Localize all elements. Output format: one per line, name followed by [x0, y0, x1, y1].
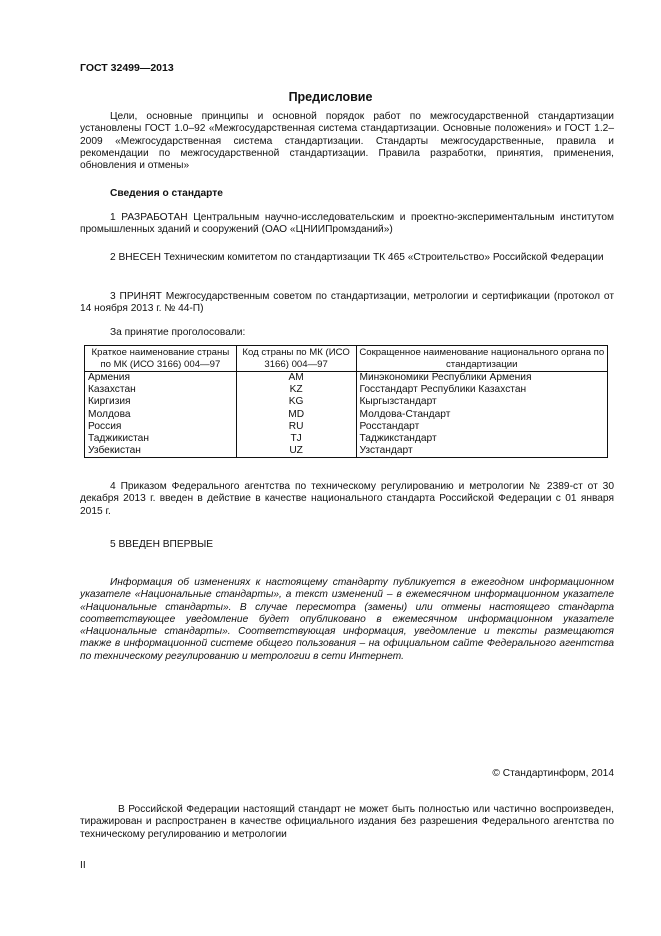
intro-text: Цели, основные принципы и основной порядок работ по межгосударственной стандартизации установлены ГОСТ 1.0–92 «Межгосударственная система стандартизации. Основные положения» и ГОСТ 1.2–2009 «Межгосударственная система стандартизации. Стандарты межгосударственные, правила и рекомендации по межгосударственной стандартизации. Правила разработки, принятия, применения, обновления и отмены» [80, 111, 614, 172]
table-cell-country: Киргизия [85, 396, 237, 408]
table-cell-country: Таджикистан [85, 433, 237, 445]
table-cell-country: Молдова [85, 409, 237, 421]
voted-label: За принятие проголосовали: [110, 327, 246, 338]
changes-notice [80, 577, 614, 663]
table-cell-code: MD [236, 409, 356, 421]
table-row [85, 384, 608, 396]
table-cell-body: Молдова-Стандарт [356, 409, 608, 421]
table-cell-body: Таджикстандарт [356, 433, 608, 445]
document-id: ГОСТ 32499—2013 [80, 62, 174, 74]
table-cell-code: KZ [236, 384, 356, 396]
item-developed-text: 1 РАЗРАБОТАН Центральным научно-исследовательским и проектно-экспериментальным институтом промышленных зданий и сооружений (ОАО «ЦНИИПромзданий») [80, 212, 614, 236]
item-adopted [80, 291, 614, 316]
item-introduced-text: 2 ВНЕСЕН Техническим комитетом по стандартизации ТК 465 «Строительство» Российской Федерации [110, 252, 604, 263]
table-row [85, 421, 608, 433]
page-number: II [80, 860, 86, 871]
table-row [85, 372, 608, 385]
item-first: 5 ВВЕДЕН ВПЕРВЫЕ [110, 539, 214, 550]
table-cell-body: Минэкономики Республики Армения [356, 372, 608, 385]
table-row [85, 409, 608, 421]
table-row [85, 433, 608, 445]
voting-table [84, 345, 608, 458]
table-row [85, 445, 608, 458]
table-cell-code: KG [236, 396, 356, 408]
table-cell-code: UZ [236, 445, 356, 458]
table-cell-code: TJ [236, 433, 356, 445]
table-cell-country: Россия [85, 421, 237, 433]
item-order-text: 4 Приказом Федерального агентства по техническому регулированию и метрологии № 2389-ст от 30 декабря 2013 г. введен в действие в качестве национального стандарта Российской Федерации с 01 января 2015 г. [80, 481, 614, 517]
table-header-row [85, 346, 608, 372]
changes-notice-text: Информация об изменениях к настоящему стандарту публикуется в ежегодном информационном указателе «Национальные стандарты», а текст изменений – в ежемесячном информационном указателе «Национальные стандарты». В случае пересмотра (замены) или отмены настоящего стандарта соответствующее уведомление будет опубликовано в ежемесячном информационном указателе «Национальные стандарты». Соответствующая информация, уведомление и тексты размещаются также в информационной системе общего пользования – на официальном сайте Федерального агентства по техническому регулированию и метрологии в сети Интернет. [80, 577, 614, 662]
item-adopted-text: 3 ПРИНЯТ Межгосударственным советом по стандартизации, метрологии и сертификации (протокол от 14 ноября 2013 г. № 44-П) [80, 291, 614, 315]
rights-notice-text: В Российской Федерации настоящий стандарт не может быть полностью или частично воспроизведен, тиражирован и распространен в качестве официального издания без разрешения Федерального агентства по техническому регулированию и метрологии [80, 804, 614, 840]
rights-notice [80, 804, 614, 841]
table-row [85, 396, 608, 408]
table-cell-code: RU [236, 421, 356, 433]
page-title: Предисловие [288, 90, 373, 104]
table-cell-body: Госстандарт Республики Казахстан [356, 384, 608, 396]
info-heading: Сведения о стандарте [110, 188, 223, 199]
item-order [80, 481, 614, 518]
table-cell-body: Узстандарт [356, 445, 608, 458]
item-introduced [80, 252, 614, 264]
table-cell-country: Узбекистан [85, 445, 237, 458]
table-header-country: Краткое наименование страны по МК (ИСО 3166) 004—97 [85, 346, 237, 372]
table-cell-country: Казахстан [85, 384, 237, 396]
table-cell-body: Кыргызстандарт [356, 396, 608, 408]
table-cell-code: AM [236, 372, 356, 385]
item-developed [80, 212, 614, 237]
table-cell-country: Армения [85, 372, 237, 385]
table-cell-body: Росстандарт [356, 421, 608, 433]
table-header-body: Сокращенное наименование национального органа по стандартизации [356, 346, 608, 372]
table-header-code: Код страны по МК (ИСО 3166) 004—97 [236, 346, 356, 372]
intro-paragraph [80, 111, 614, 172]
copyright: © Стандартинформ, 2014 [492, 768, 614, 779]
